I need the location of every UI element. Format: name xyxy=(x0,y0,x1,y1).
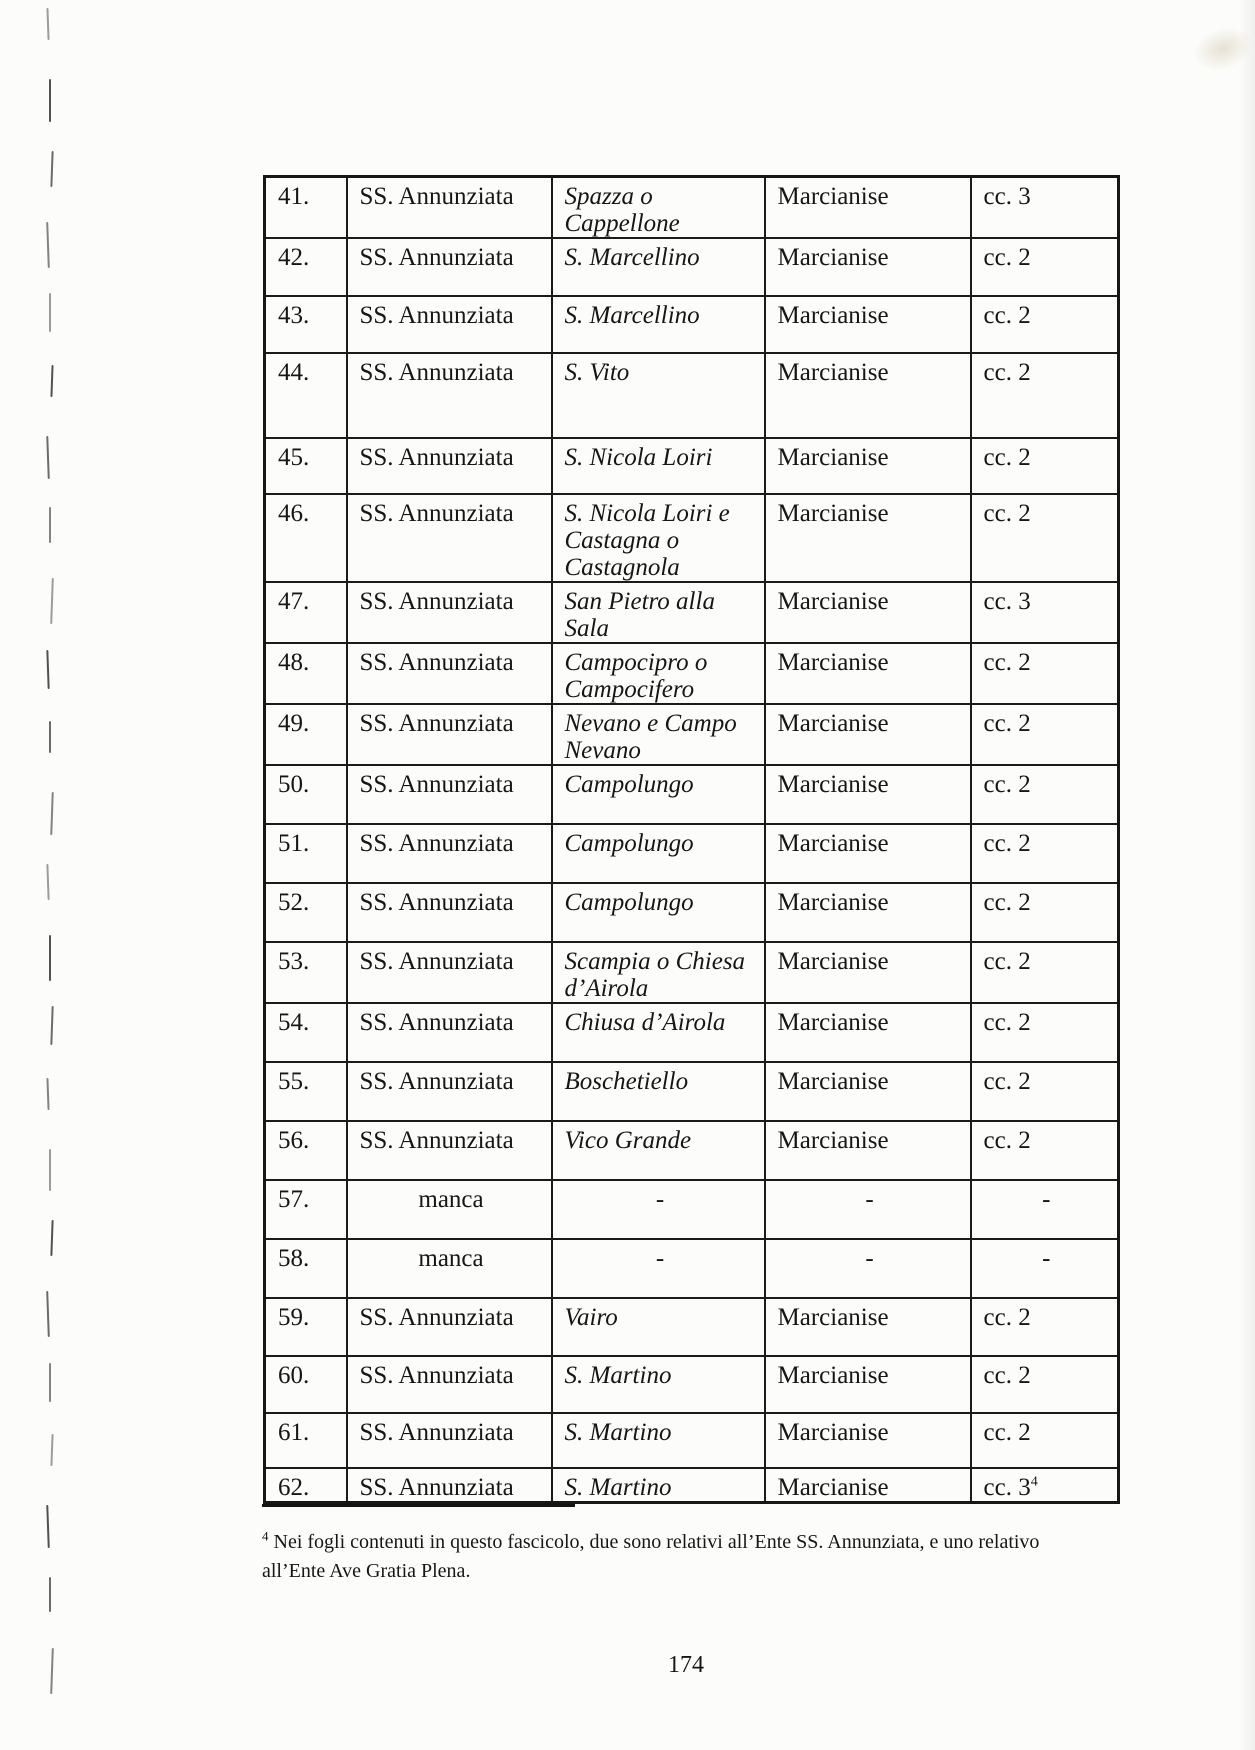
binding-mark xyxy=(50,1434,53,1466)
cell-number: 55. xyxy=(265,1062,347,1121)
cell-carte xyxy=(971,353,1119,438)
cell-carte xyxy=(971,177,1119,239)
table-row xyxy=(265,494,1119,582)
cell-comune: Marcianise xyxy=(765,238,971,296)
cell-localita: Boschetiello xyxy=(552,1062,765,1121)
cell-carte xyxy=(971,1298,1119,1356)
cell-localita: S. Nicola Loiri e Castagna o Castagnola xyxy=(552,494,765,582)
carte-value: cc. 2 xyxy=(983,1127,1031,1154)
cell-number: 45. xyxy=(265,438,347,494)
binding-mark xyxy=(46,650,49,689)
binding-mark xyxy=(49,721,51,753)
cell-ente: manca xyxy=(347,1180,552,1239)
table-row xyxy=(265,1413,1119,1468)
cell-ente: SS. Annunziata xyxy=(347,704,552,765)
cell-comune: Marcianise xyxy=(765,438,971,494)
cell-comune: Marcianise xyxy=(765,765,971,824)
binding-mark xyxy=(50,151,53,187)
carte-value: cc. 3 xyxy=(983,183,1031,210)
table-row xyxy=(265,704,1119,765)
cell-carte xyxy=(971,1468,1119,1503)
table-row xyxy=(265,643,1119,704)
cell-number: 51. xyxy=(265,824,347,883)
binding-mark xyxy=(49,507,51,543)
cell-localita: Nevano e Campo Nevano xyxy=(552,704,765,765)
cell-number: 48. xyxy=(265,643,347,704)
cell-number: 57. xyxy=(265,1180,347,1239)
carte-value: cc. 2 xyxy=(983,649,1031,676)
cell-comune: Marcianise xyxy=(765,942,971,1003)
table-row xyxy=(265,883,1119,942)
cell-ente: SS. Annunziata xyxy=(347,1062,552,1121)
carte-value: cc. 2 xyxy=(983,1419,1031,1446)
binding-mark xyxy=(49,79,51,122)
cell-carte xyxy=(971,883,1119,942)
carte-value: cc. 2 xyxy=(983,1304,1031,1331)
table-row xyxy=(265,438,1119,494)
carte-value: cc. 3 xyxy=(983,588,1031,615)
table-row xyxy=(265,942,1119,1003)
cell-localita: S. Marcellino xyxy=(552,238,765,296)
table-row xyxy=(265,1180,1119,1239)
carte-value: cc. 2 xyxy=(983,500,1031,527)
cell-carte xyxy=(971,704,1119,765)
cell-number: 50. xyxy=(265,765,347,824)
cell-number: 47. xyxy=(265,582,347,643)
carte-value: - xyxy=(1042,1245,1051,1272)
carte-value: cc. 2 xyxy=(983,830,1031,857)
carte-value: cc. 2 xyxy=(983,1009,1031,1036)
cell-localita: S. Nicola Loiri xyxy=(552,438,765,494)
cell-carte xyxy=(971,643,1119,704)
table-row xyxy=(265,1356,1119,1413)
cell-ente: SS. Annunziata xyxy=(347,438,552,494)
cell-comune: Marcianise xyxy=(765,1121,971,1180)
binding-mark xyxy=(46,8,49,40)
cell-carte xyxy=(971,494,1119,582)
cell-localita: Vico Grande xyxy=(552,1121,765,1180)
cell-comune: Marcianise xyxy=(765,1003,971,1062)
cell-localita: S. Vito xyxy=(552,353,765,438)
carte-value: cc. 3 xyxy=(983,1474,1031,1501)
cell-carte xyxy=(971,1180,1119,1239)
cell-localita: - xyxy=(552,1180,765,1239)
cell-comune: Marcianise xyxy=(765,643,971,704)
cell-localita: Campolungo xyxy=(552,883,765,942)
cell-carte xyxy=(971,438,1119,494)
cell-ente: SS. Annunziata xyxy=(347,765,552,824)
carte-value: cc. 2 xyxy=(983,1362,1031,1389)
table-row xyxy=(265,353,1119,438)
cell-number: 61. xyxy=(265,1413,347,1468)
scan-edge-shade xyxy=(1239,0,1255,1750)
table-row xyxy=(265,1239,1119,1298)
cell-comune: Marcianise xyxy=(765,1413,971,1468)
footnote xyxy=(262,1528,1107,1586)
page-number: 174 xyxy=(668,1652,704,1678)
cell-comune: Marcianise xyxy=(765,296,971,353)
cell-carte xyxy=(971,1121,1119,1180)
cell-comune: Marcianise xyxy=(765,353,971,438)
cell-ente: SS. Annunziata xyxy=(347,238,552,296)
binding-mark xyxy=(49,1149,51,1192)
binding-mark xyxy=(46,436,49,479)
carte-value: cc. 2 xyxy=(983,359,1031,386)
cell-localita: Vairo xyxy=(552,1298,765,1356)
table-row xyxy=(265,765,1119,824)
cell-comune: - xyxy=(765,1180,971,1239)
archive-table xyxy=(263,175,1120,1504)
binding-mark xyxy=(50,1648,54,1694)
cell-number: 53. xyxy=(265,942,347,1003)
cell-comune: Marcianise xyxy=(765,1468,971,1503)
cell-carte xyxy=(971,1356,1119,1413)
footnote-rule xyxy=(262,1504,575,1507)
binding-mark xyxy=(49,935,51,981)
cell-ente: SS. Annunziata xyxy=(347,942,552,1003)
cell-number: 42. xyxy=(265,238,347,296)
cell-ente: SS. Annunziata xyxy=(347,1468,552,1503)
cell-comune: Marcianise xyxy=(765,704,971,765)
cell-localita: S. Martino xyxy=(552,1356,765,1413)
cell-comune: Marcianise xyxy=(765,883,971,942)
carte-value: cc. 2 xyxy=(983,771,1031,798)
binding-mark xyxy=(50,364,53,396)
binding-mark xyxy=(46,1505,49,1548)
table-row xyxy=(265,1062,1119,1121)
table-row xyxy=(265,824,1119,883)
cell-comune: Marcianise xyxy=(765,1356,971,1413)
table-row xyxy=(265,1468,1119,1503)
carte-value: cc. 2 xyxy=(983,244,1031,271)
footnote-reference: 4 xyxy=(1030,1474,1038,1490)
cell-number: 56. xyxy=(265,1121,347,1180)
cell-localita: - xyxy=(552,1239,765,1298)
carte-value: - xyxy=(1042,1186,1051,1213)
cell-carte xyxy=(971,1239,1119,1298)
cell-carte xyxy=(971,942,1119,1003)
cell-comune: Marcianise xyxy=(765,494,971,582)
binding-mark xyxy=(49,1363,51,1402)
binding-mark xyxy=(50,1006,53,1045)
table-row xyxy=(265,1121,1119,1180)
cell-ente: SS. Annunziata xyxy=(347,1356,552,1413)
cell-number: 52. xyxy=(265,883,347,942)
cell-ente: SS. Annunziata xyxy=(347,177,552,239)
cell-ente: SS. Annunziata xyxy=(347,824,552,883)
cell-carte xyxy=(971,238,1119,296)
cell-carte xyxy=(971,582,1119,643)
cell-carte xyxy=(971,1003,1119,1062)
footnote-text: Nei fogli contenuti in questo fascicolo, due sono relativi all’Ente SS. Annunziata, e uno relativo xyxy=(273,1531,1040,1553)
cell-comune: Marcianise xyxy=(765,1298,971,1356)
cell-ente: SS. Annunziata xyxy=(347,1003,552,1062)
carte-value: cc. 2 xyxy=(983,1068,1031,1095)
table-row xyxy=(265,582,1119,643)
cell-localita: Campocipro o Campocifero xyxy=(552,643,765,704)
cell-ente: SS. Annunziata xyxy=(347,1121,552,1180)
carte-value: cc. 2 xyxy=(983,889,1031,916)
table-row xyxy=(265,296,1119,353)
cell-carte xyxy=(971,765,1119,824)
binding-mark xyxy=(49,1577,51,1613)
binding-mark xyxy=(46,1077,49,1109)
cell-carte xyxy=(971,296,1119,353)
binding-mark xyxy=(50,578,54,624)
cell-localita: S. Marcellino xyxy=(552,296,765,353)
carte-value: cc. 2 xyxy=(983,302,1031,329)
cell-comune: Marcianise xyxy=(765,177,971,239)
binding-mark xyxy=(50,792,53,835)
cell-ente: SS. Annunziata xyxy=(347,494,552,582)
cell-number: 49. xyxy=(265,704,347,765)
table-row xyxy=(265,1298,1119,1356)
cell-localita: S. Martino xyxy=(552,1413,765,1468)
cell-ente: SS. Annunziata xyxy=(347,1413,552,1468)
carte-value: cc. 2 xyxy=(983,710,1031,737)
cell-number: 59. xyxy=(265,1298,347,1356)
cell-ente: SS. Annunziata xyxy=(347,643,552,704)
binding-mark xyxy=(46,222,50,268)
cell-comune: Marcianise xyxy=(765,824,971,883)
table-row xyxy=(265,1003,1119,1062)
table-row xyxy=(265,177,1119,239)
cell-carte xyxy=(971,1062,1119,1121)
cell-comune: Marcianise xyxy=(765,1062,971,1121)
cell-number: 46. xyxy=(265,494,347,582)
carte-value: cc. 2 xyxy=(983,444,1031,471)
cell-ente: manca xyxy=(347,1239,552,1298)
cell-carte xyxy=(971,824,1119,883)
cell-comune: Marcianise xyxy=(765,582,971,643)
cell-ente: SS. Annunziata xyxy=(347,883,552,942)
cell-ente: SS. Annunziata xyxy=(347,296,552,353)
table-row xyxy=(265,238,1119,296)
cell-number: 60. xyxy=(265,1356,347,1413)
cell-localita: Campolungo xyxy=(552,765,765,824)
cell-ente: SS. Annunziata xyxy=(347,582,552,643)
cell-number: 44. xyxy=(265,353,347,438)
cell-localita: Campolungo xyxy=(552,824,765,883)
cell-number: 41. xyxy=(265,177,347,239)
binding-mark xyxy=(50,1220,53,1256)
cell-localita: San Pietro alla Sala xyxy=(552,582,765,643)
binding-mark xyxy=(49,293,51,332)
footnote-marker: 4 xyxy=(262,1528,269,1544)
cell-localita: Chiusa d’Airola xyxy=(552,1003,765,1062)
binding-mark xyxy=(46,864,49,900)
footnote-line xyxy=(262,1528,1107,1557)
cell-number: 43. xyxy=(265,296,347,353)
cell-carte xyxy=(971,1413,1119,1468)
cell-ente: SS. Annunziata xyxy=(347,1298,552,1356)
carte-value: cc. 2 xyxy=(983,948,1031,975)
cell-localita: Spazza o Cappellone xyxy=(552,177,765,239)
cell-localita: Scampia o Chiesa d’Airola xyxy=(552,942,765,1003)
cell-number: 62. xyxy=(265,1468,347,1503)
cell-ente: SS. Annunziata xyxy=(347,353,552,438)
binding-mark xyxy=(46,1291,50,1337)
cell-localita: S. Martino xyxy=(552,1468,765,1503)
cell-number: 54. xyxy=(265,1003,347,1062)
cell-comune: - xyxy=(765,1239,971,1298)
cell-number: 58. xyxy=(265,1239,347,1298)
footnote-line: all’Ente Ave Gratia Plena. xyxy=(262,1560,471,1582)
